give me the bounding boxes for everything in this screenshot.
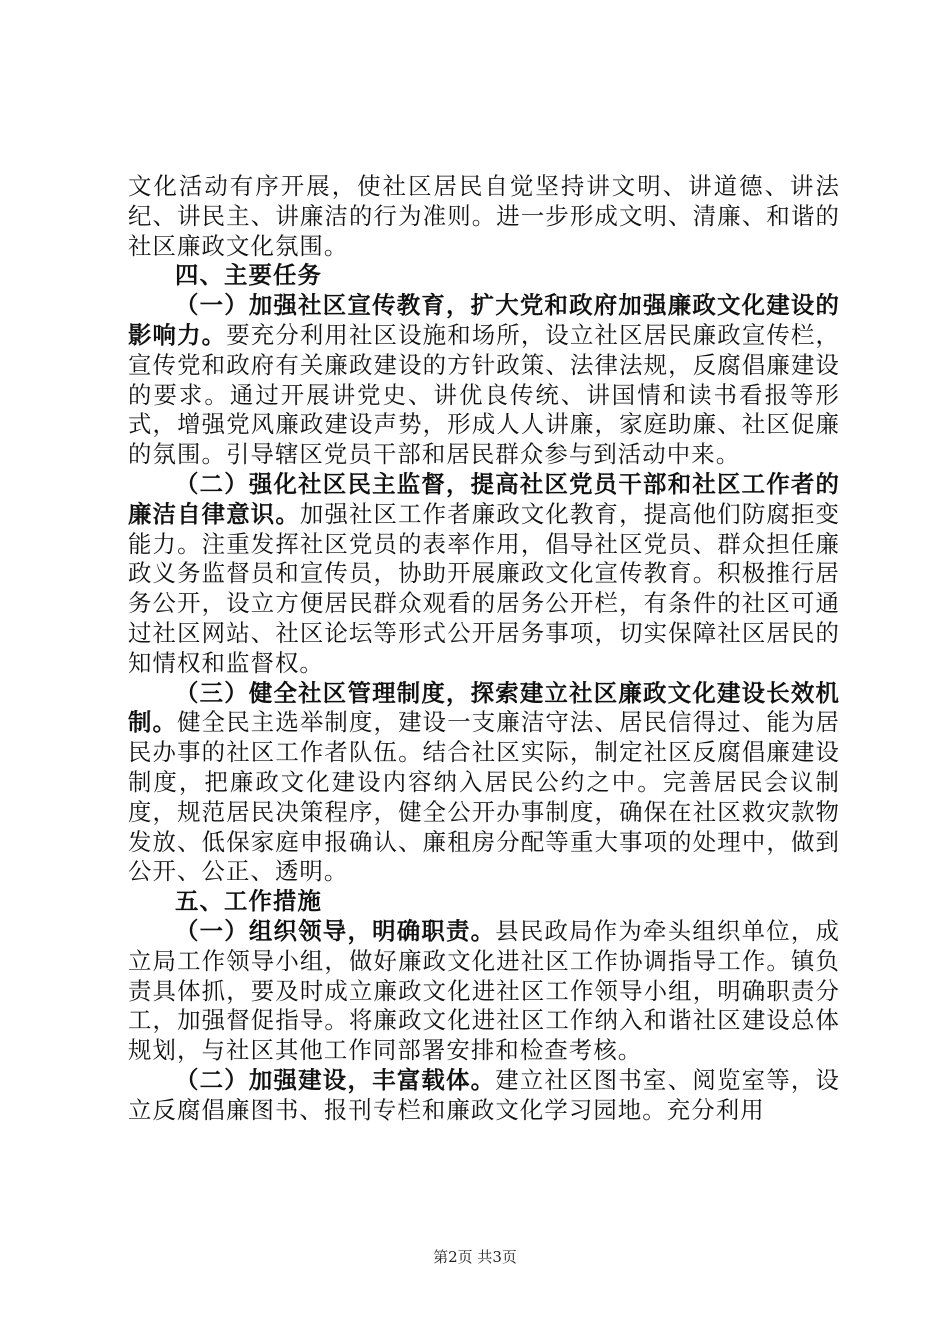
paragraph-body: 县民政局作为牵头组织单位，成立局工作领导小组，做好廉政文化进社区工作协调指导工作。镇负责具体抓，要及时成立廉政文化进社区工作领导小组，明确职责分工，加强督促指导。将廉政文化进社区工作纳入和谐社区建设总体规划，与社区其他工作同部署安排和检查考核。: [128, 916, 840, 1065]
section-heading-main-tasks: 四、主要任务: [175, 261, 322, 290]
page-number-footer: 第2页 共3页: [433, 1248, 517, 1266]
paragraph-lead: （二）加强建设，丰富载体。: [175, 1065, 496, 1094]
paragraph-lead: （一）组织领导，明确职责。: [175, 916, 496, 945]
paragraph-body: 文化活动有序开展，使社区居民自觉坚持讲文明、讲道德、讲法纪、讲民主、讲廉洁的行为准则。进一步形成文明、清廉、和谐的社区廉政文化氛围。: [128, 172, 840, 260]
paragraph-lead: （一）加强社区宣传教育，扩大党和政府加强廉政文化建设的影响力。: [128, 291, 840, 349]
paragraph-task-2: [128, 470, 840, 679]
paragraph-task-1: [128, 291, 840, 470]
paragraph-task-3: [128, 679, 840, 888]
paragraph-measure-2: [128, 1066, 840, 1126]
paragraph-continuation: [128, 172, 840, 261]
paragraph-body: 健全民主选举制度，建设一支廉洁守法、居民信得过、能为居民办事的社区工作者队伍。结合社区实际，制定社区反腐倡廉建设制度，把廉政文化建设内容纳入居民公约之中。完善居民会议制度，规范居民决策程序，健全公开办事制度，确保在社区救灾款物发放、低保家庭申报确认、廉租房分配等重大事项的处理中，做到公开、公正、透明。: [128, 708, 840, 886]
paragraph-body: 要充分利用社区设施和场所，设立社区居民廉政宣传栏，宣传党和政府有关廉政建设的方针政策、法律法规，反腐倡廉建设的要求。通过开展讲党史、讲优良传统、讲国情和读书看报等形式，增强党风廉政建设声势，形成人人讲廉，家庭助廉、社区促廉的氛围。引导辖区党员干部和居民群众参与到活动中来。: [128, 320, 840, 469]
paragraph-lead: （三）健全社区管理制度，探索建立社区廉政文化建设长效机制。: [128, 678, 840, 737]
section-heading-work-measures: 五、工作措施: [175, 887, 322, 916]
paragraph-measure-1: [128, 917, 840, 1066]
document-page: [128, 172, 840, 1126]
paragraph-body: 建立社区图书室、阅览室等，设立反腐倡廉图书、报刊专栏和廉政文化学习园地。充分利用: [128, 1065, 840, 1124]
paragraph-lead: （二）强化社区民主监督，提高社区党员干部和社区工作者的廉洁自律意识。: [128, 469, 840, 528]
paragraph-body: 加强社区工作者廉政文化教育，提高他们防腐拒变能力。注重发挥社区党员的表率作用，倡导社区党员、群众担任廉政义务监督员和宣传员，协助开展廉政文化宣传教育。积极推行居务公开，设立方便居民群众观看的居务公开栏，有条件的社区可通过社区网站、社区论坛等形式公开居务事项，切实保障社区居民的知情权和监督权。: [128, 499, 841, 677]
